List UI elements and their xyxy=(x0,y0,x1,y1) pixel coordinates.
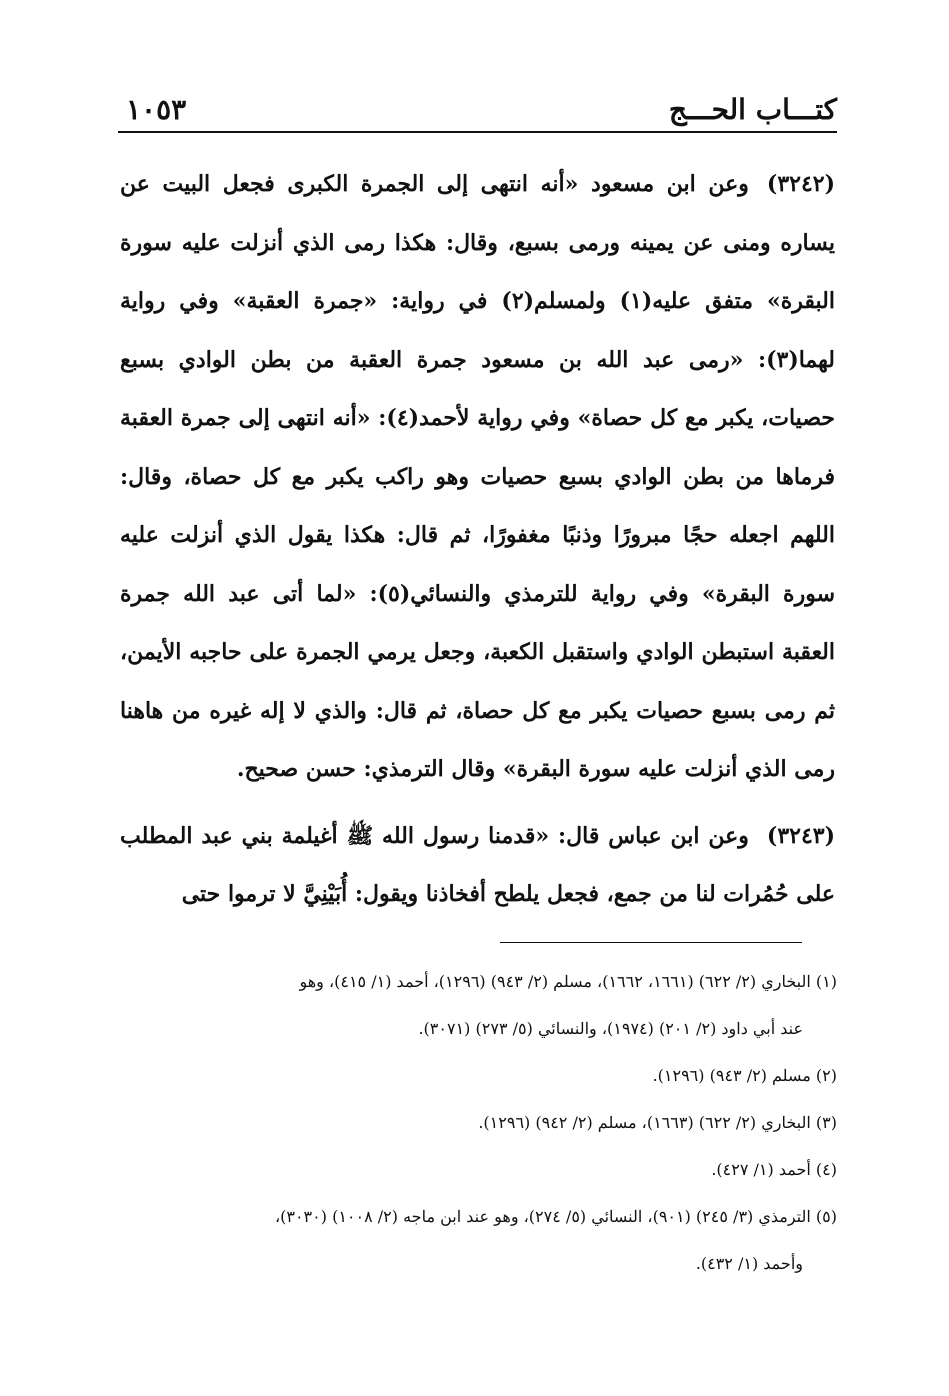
hadith-3243 xyxy=(120,807,835,924)
footnote-divider xyxy=(500,942,802,943)
page-number: ١٠٥٣ xyxy=(126,93,187,126)
hadith-number: (٣٢٤٣) xyxy=(766,822,835,849)
footnote-5 xyxy=(120,1193,837,1287)
footnote-2 xyxy=(120,1052,837,1099)
footnote-line: (١) البخاري (٢/ ٦٢٢) (١٦٦١، ١٦٦٢)، مسلم (٢/ ٩٤٣) (١٢٩٦)، أحمد (١/ ٤١٥)، وهو xyxy=(299,972,837,991)
footnote-4 xyxy=(120,1146,837,1193)
main-text xyxy=(120,155,835,932)
hadith-number: (٣٢٤٢) xyxy=(766,171,835,197)
hadith-text: وعن ابن مسعود «أنه انتهى إلى الجمرة الكبرى فجعل البيت عن يساره ومنى عن يمينه ورمى بسبع، وقال: هكذا رمى الذي أنزلت عليه سورة البقرة» متفق عليه(١) ولمسلم(٢) في رواية: «جمرة العقبة» وفي رواية لهما(٣): «رمى عبد الله بن مسعود جمرة العقبة من بطن الوادي بسبع حصيات، يكبر مع كل حصاة» وفي رواية لأحمد(٤): «أنه انتهى إلى جمرة العقبة فرماها من بطن الوادي بسبع حصيات وهو راكب يكبر مع كل حصاة، وقال: اللهم اجعله حجًا مبرورًا وذنبًا مغفورًا، ثم قال: هكذا يقول الذي أنزلت عليه سورة البقرة» وفي رواية للترمذي والنسائي(٥): «لما أتى عبد الله جمرة العقبة استبطن الوادي واستقبل الكعبة، وجعل يرمي الجمرة على حاجبه الأيمن، ثم رمى بسبع حصيات يكبر مع كل حصاة، ثم قال: والذي لا إله غيره من هاهنا رمى الذي أنزلت عليه سورة البقرة» وقال الترمذي: حسن صحيح. xyxy=(120,171,836,782)
hadith-text: وعن ابن عباس قال: «قدمنا رسول الله ﷺ أغيلمة بني عبد المطلب على حُمُرات لنا من جمع، فجعل يلطح أفخاذنا ويقول: أُبَيْنِيَّ لا ترموا حتى xyxy=(120,822,835,907)
book-title: كتـــاب الحـــج xyxy=(668,93,837,126)
footnote-line: (٤) أحمد (١/ ٤٢٧). xyxy=(711,1160,837,1179)
footnote-line: (٥) الترمذي (٣/ ٢٤٥) (٩٠١)، النسائي (٥/ ٢٧٤)، وهو عند ابن ماجه (٢/ ١٠٠٨) (٣٠٣٠)، xyxy=(274,1207,837,1226)
footnote-1 xyxy=(120,958,837,1052)
footnote-3 xyxy=(120,1099,837,1146)
running-header xyxy=(118,92,837,132)
footnote-line: (٣) البخاري (٢/ ٦٢٢) (١٦٦٣)، مسلم (٢/ ٩٤٢) (١٢٩٦). xyxy=(478,1113,837,1132)
footnote-line: (٢) مسلم (٢/ ٩٤٣) (١٢٩٦). xyxy=(652,1066,837,1085)
footnote-continuation: عند أبي داود (٢/ ٢٠١) (١٩٧٤)، والنسائي (٥/ ٢٧٣) (٣٠٧١). xyxy=(418,1019,803,1038)
header-divider xyxy=(118,131,837,133)
hadith-3242 xyxy=(120,155,835,799)
footnote-continuation: وأحمد (١/ ٤٣٢). xyxy=(695,1254,803,1273)
footnotes xyxy=(120,958,837,1287)
